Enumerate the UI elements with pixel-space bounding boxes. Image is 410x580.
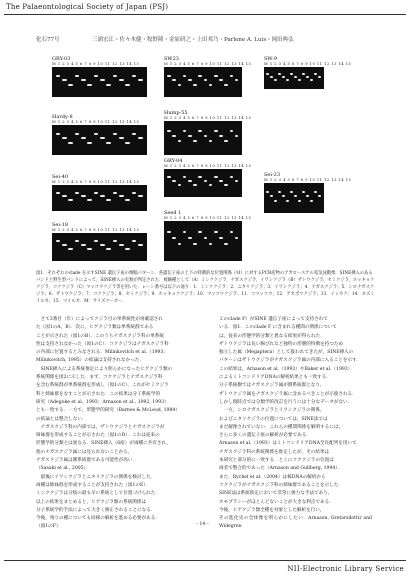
gel-band [100,137,104,139]
gel-band [106,84,110,86]
gel-panel-label: Sei-40 [52,174,69,180]
gel-band [119,195,123,197]
gel-band [224,140,228,142]
gel-band [100,244,104,246]
gel-band [81,137,85,139]
gel-band [119,244,123,246]
gel-band [224,184,228,186]
gel-band [178,84,182,86]
text-line: およびニタリクジラの位置については，SINE法では [219,416,328,422]
gel-band [81,79,85,81]
gel-band [290,73,293,75]
gel-band [183,130,187,132]
text-line: によるミトコンドリアDNAの解析結果とも一致する． [219,375,331,381]
gel-panel-label: Sei-18 [52,222,69,228]
gel-lane-numbers: M 1 2 3 4 5 6 7 8 9 10 11 12 13 14 15 [264,62,352,66]
gel-band [62,79,66,81]
issue-label: 化石77号 [36,37,60,43]
text-line: た（図1のA，B）．次に，ヒゲクジラ類は単系統群である [36,325,154,331]
text-line: 番号は以下の通り：1．ミンククジラ；2．ニタリクジラ；3．イワシクジラ；4．ナガスクジラ；5．シロナガスクジラ；6．ザトウクジラ； [36,285,375,297]
gel-panel-label: SW-9 [264,56,278,62]
gel-band [100,79,104,81]
gel-band [68,248,72,250]
page-number: －14－ [195,522,210,527]
gel-band [132,75,136,77]
gel-band [167,130,171,132]
text-line: を含む系統群が単系統群を形成し（図1のC），これがセミクジラ [36,383,169,389]
gel-band [75,240,79,242]
gel-band [172,79,176,81]
gel-band [209,140,213,142]
gel-band [172,135,176,137]
text-line: さらに多くの遺伝子座の解析が必要である． [219,433,311,439]
text-line: Milinkovitch, 1995）の結論は支持されなかった． [36,358,144,364]
text-line: 以上の結果をまとめると，ヒゲクジラ類の系統関係は [36,499,147,505]
gel-band [270,195,273,197]
gel-band [314,73,317,75]
gel-band [56,240,60,242]
gel-panel-label: GRY-03 [52,56,71,62]
gel-band [56,192,60,194]
figure-gel-panels [42,52,372,262]
gel-band [119,137,123,139]
text-line: ミンククジラは分岐の最も早い系統として位置づけられた． [36,491,160,497]
body-column-left [36,316,189,532]
text-line: ザトウクジラは長い胸びれなど独特の形態的特徴を持つため [219,341,344,347]
gel-band [193,140,197,142]
gel-band [306,76,309,78]
gel-band [230,231,234,233]
gel-band [214,130,218,132]
gel-band [178,243,182,245]
gel-band [230,75,234,77]
gel-band [235,237,239,239]
text-line: Arnason et al.（1993）はミトコンドリアDNA全長配列を用いて [219,441,357,447]
gel-panel-label: Hardy-8 [52,114,73,120]
gel-band [282,76,285,78]
gel-band [125,248,129,250]
gel-image [52,233,147,261]
text-line: いる．図1．このclade F に含まれる種間の関係について [219,325,337,331]
gel-band [183,176,187,178]
text-line: 本研究と部分的に一致する．とくにコククジラの位置は [219,458,334,464]
gel-lane-numbers: M 1 2 3 4 5 6 7 8 9 10 11 12 13 14 15 [52,120,140,124]
gel-band [56,75,60,77]
text-line: 姉妹群を形成することが示された（図1のD）．これは従来の [36,433,160,439]
gel-band [138,79,142,81]
gel-band [198,231,202,233]
footer-rule [4,560,406,561]
gel-panel-label: GRY-04 [164,158,183,164]
gel-band [204,237,208,239]
text-line: ことが示された（図1のB）．このうちナガスクジラ科の単系統 [36,333,164,339]
gel-band [183,75,187,77]
text-line: パターンはザトウクジラがナガスクジラ属の内部に入ることを示す． [219,358,361,364]
gel-image [264,67,324,89]
text-line: また，Rychel et al.（2004）は核DNAの解析から [219,474,326,480]
gel-band [306,195,309,197]
gel-band [230,176,234,178]
text-line: の内部に位置するとみなされる．Milinkovitch et al.（1993； [36,350,169,356]
text-line: 分子系統樹ではナガスクジラ属が側系統群となり， [219,383,325,389]
gel-band [125,84,129,86]
gel-band [172,180,176,182]
gel-band [106,248,110,250]
gel-band [198,130,202,132]
text-line: 両種は姉妹群を形成することが支持された（図1のE）． [36,482,151,488]
gel-band [188,79,192,81]
library-service-label: NII-Electronic Library Service [287,565,404,573]
gel-band [113,133,117,135]
gel-image [52,185,147,211]
body-column-right [219,316,372,530]
gel-band [302,73,305,75]
text-line: この結果は，Arnason et al.（1993）やBaker et al.（1993） [219,366,353,372]
gel-band [75,133,79,135]
gel-band [286,79,289,81]
gel-panel-label: SW23 [164,56,179,62]
text-line: ザトウクジラ属をナガスクジラ属に含めるべきことが示唆される． [219,391,357,397]
gel-band [214,176,218,178]
gel-band [193,84,197,86]
gel-band [290,191,293,193]
gel-band [138,137,142,139]
gel-band [219,79,223,81]
gel-band [198,176,202,178]
text-line: 性は支持されなかった（図1のC）．コククジラはナガスクジラ科 [36,341,169,347]
gel-image [164,169,242,197]
gel-band [235,135,239,137]
text-line: 両者で整合的であった（Arnason and Gullberg, 1994）． [219,466,343,472]
gel-image [164,121,242,155]
gel-band [214,231,218,233]
text-line: ースゲル電気泳動像．SINE挿入のあるバンドと野生型バンドによって，SINE挿入の有無が判定された．被験種として（A）ミンククジラ， [36,271,373,283]
text-line: SINE挿入による系統推定により明らかになったヒゲクジラ類の [36,366,173,372]
text-line: 最後にイワシクジラとニタリクジラの関係を検討した． [36,474,156,480]
gel-band [209,243,213,245]
text-line: ナガスクジラ，イワシクジラ（B）ザトウクジラ，セミクジラ，ホッキョククジラ，コククジラ（C）マッコウクジラ等を用いた．レーン [36,278,375,290]
text-line: 14．ネズミイルカ；15．マイルカ．M：サイズマーカー． [36,292,375,304]
text-line: その進化史の全体像を明らかにしたい．Arnason, Gretarsdottir and Widegren [219,516,372,530]
gel-band [310,200,313,202]
gel-band [209,84,213,86]
gel-band [68,84,72,86]
gel-band [81,195,85,197]
text-line: さて3番目（年）によってクジラ目の単系統性が再確認され [36,317,163,322]
gel-band [318,195,321,197]
gel-band [188,135,192,137]
gel-band [204,180,208,182]
gel-band [106,142,110,144]
text-line: コククジラがナガスクジラ科の姉妹群であることを示した． [219,482,343,488]
gel-band [68,199,72,201]
gel-band [62,244,66,246]
gel-band [310,79,313,81]
text-line: 今後，ヒゲクジラ類全種を対象とした解析を行い， [219,507,325,513]
gel-band [100,195,104,197]
gel-band [94,192,98,194]
header-rule [4,14,406,15]
journal-header: The Palaeontological Society of Japan (PSJ) [6,3,169,11]
gel-band [75,192,79,194]
gel-panel-label: Sei-23 [264,172,281,178]
gel-lane-numbers: M 1 2 3 4 5 6 7 8 9 10 11 12 13 14 15 [52,228,140,232]
text-line: 今後，残りの種についても同様の解析を進める必要がある． [36,516,160,522]
gel-band [286,200,289,202]
gel-band [219,135,223,137]
text-line: SINE法は系統推定において非常に強力な手法であり， [219,491,333,497]
gel-band [235,180,239,182]
gel-band [183,231,187,233]
text-line: （Sasaki et al., 2005）． [36,466,91,472]
gel-band [188,180,192,182]
gel-band [87,142,91,144]
gel-band [81,244,85,246]
gel-band [314,191,317,193]
gel-band [188,237,192,239]
gel-lane-numbers: M 1 2 3 4 5 6 7 8 9 10 11 12 13 14 15 [164,116,252,120]
gel-band [62,137,66,139]
text-line: ナガスクジラ科の内部では，ザトウクジラとナガスクジラが [36,424,165,430]
gel-band [294,195,297,197]
text-line: ２のclade F）がSINE 遺伝子座によって支持されて [219,317,328,322]
gel-band [75,75,79,77]
gel-band [113,240,117,242]
gel-lane-numbers: M 1 2 3 4 5 6 7 8 9 10 11 12 13 14 15 [264,178,352,182]
gel-image [52,125,147,155]
gel-lane-numbers: M 1 2 3 4 5 6 7 8 9 10 11 12 13 14 15 [164,62,252,66]
gel-band [302,191,305,193]
text-line: 一方，シロナガスクジラとイワシクジラの関係， [219,408,325,414]
gel-band [125,199,129,201]
text-line: 他のナガスクジラ属には見られないことから， [36,449,133,455]
gel-band [87,199,91,201]
gel-band [274,200,277,202]
gel-band [125,142,129,144]
gel-band [106,199,110,201]
gel-image [52,67,147,97]
author-line: 三浦宏江・佐々木健・牧野隆・金原研之・上田邦乃・Parlene A. Luis・岡田典弘 [92,37,294,43]
text-line: 7．コククジラ；8．セミクジラ；9．ホッキョククジラ；10．マッコウクジラ；11．コマッコウ；12．アカボウクジラ；13．イッカク； [86,292,352,297]
gel-band [298,79,301,81]
gel-band [113,75,117,77]
gel-band [224,84,228,86]
gel-lane-numbers: M 1 2 3 4 5 6 7 8 9 10 11 12 13 14 15 [52,62,140,66]
gel-image [164,67,242,97]
text-line: ナガスクジラ属は側系統群である可能性が高い． [36,458,137,464]
text-line: 分子系統学的手法によって大きく修正されることになる． [36,507,156,513]
gel-band [298,200,301,202]
text-line: ホモプラシーがほとんどないことが大きな利点である． [219,499,334,505]
text-line: の結論とは整合しない． [36,416,87,422]
gel-lane-numbers: M 1 2 3 4 5 6 7 8 9 10 11 12 13 14 15 [164,164,252,168]
gel-band [87,84,91,86]
gel-band [193,184,197,186]
text-line: とも一致する．一方で，形態学的研究（Barnes & McLeod, 1984） [36,408,180,414]
gel-band [230,130,234,132]
gel-lane-numbers: M 1 2 3 4 5 6 7 8 9 10 11 12 13 14 15 [52,180,140,184]
gel-band [167,176,171,178]
gel-band [138,244,142,246]
text-line: 図1．それぞれのclade を示すSINE 遺伝子座の増幅パターン．各遺伝子座の上下の特徴的な位置関係（Ｍ）に対するPCR産物のアガロ [36,271,298,276]
gel-band [266,73,269,75]
gel-band [167,75,171,77]
gel-panel-label: Seed 1 [164,210,182,216]
gel-band [119,79,123,81]
gel-band [204,79,208,81]
figure-caption [36,270,376,305]
gel-image [164,221,242,261]
gel-band [132,192,136,194]
gel-band [68,142,72,144]
gel-band [94,75,98,77]
gel-band [224,243,228,245]
text-line: 系統関係を図2に示した．まず，コククジラとナガスクジラ科 [36,375,163,381]
gel-band [270,76,273,78]
gel-band [282,195,285,197]
gel-band [56,133,60,135]
gel-band [198,75,202,77]
text-line: まだ解像されていない．これらの種間関係を解明するには， [219,424,344,430]
gel-band [138,195,142,197]
text-line: ナガスクジラ科の系統関係を推定したが，その結果は [219,449,330,455]
text-line: 独立した属（Megaptera）として扱われてきたが，SINE挿入の [219,350,354,356]
gel-band [214,75,218,77]
gel-band [132,240,136,242]
gel-band [94,133,98,135]
text-line: 研究（Adegoke et al., 1993；Arnason et al., 1992, 1993） [36,399,169,405]
text-line: 科と姉妹群をなすことが示された．この結果は分子系統学的 [36,391,161,397]
gel-band [62,195,66,197]
gel-band [204,135,208,137]
gel-band [113,192,117,194]
gel-band [235,79,239,81]
gel-band [294,76,297,78]
gel-band [172,237,176,239]
gel-band [209,184,213,186]
gel-lane-numbers: M 1 2 3 4 5 6 7 8 9 10 11 12 13 14 15 [164,216,252,220]
gel-band [219,180,223,182]
gel-band [278,191,281,193]
gel-band [178,184,182,186]
gel-band [266,191,269,193]
gel-band [178,140,182,142]
gel-panel-label: Hump-55 [164,110,188,116]
text-line: しかし現時点では分類学的改訂を行うには十分なデータがない． [219,399,353,405]
gel-band [274,79,277,81]
gel-band [219,237,223,239]
text-line: 形態学的分類とは異なる．SINE挿入（6座）が両種に共有され， [36,441,171,447]
gel-band [318,76,321,78]
gel-band [132,133,136,135]
gel-band [167,231,171,233]
gel-band [87,248,91,250]
gel-band [94,240,98,242]
text-line: （図1のF）． [36,524,63,530]
gel-band [278,73,281,75]
text-line: は，従来の形態学的分類と異なる結果が得られた． [219,333,325,339]
gel-band [193,243,197,245]
gel-image [264,183,324,213]
